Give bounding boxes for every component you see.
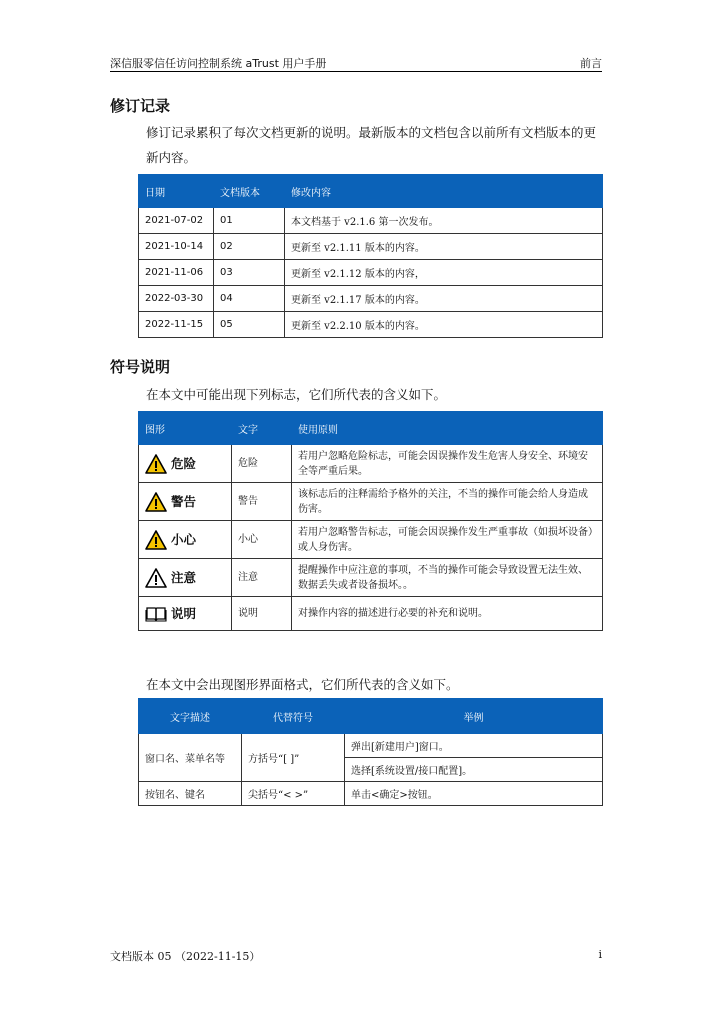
table-row (139, 260, 603, 286)
col-rule: 使用原则 (292, 412, 603, 445)
table-header-row (139, 175, 603, 208)
table-header-row (139, 412, 603, 445)
cell-changes: 本文档基于 v2.1.6 第一次发布。 (285, 208, 603, 234)
cell-rule: 提醒操作中应注意的事项，不当的操作可能会导致设置无法生效、数据丢失或者设备损坏。。 (292, 559, 603, 597)
page-number: i (598, 948, 602, 961)
table-row (139, 734, 603, 758)
notice-icon (145, 568, 167, 588)
cell-rule: 该标志后的注释需给予格外的关注，不当的操作可能会给人身造成伤害。 (292, 483, 603, 521)
caution-label: 小心 (145, 530, 225, 550)
notice-label: 注意 (145, 568, 225, 588)
cell-text: 警告 (232, 483, 292, 521)
cell-example: 弹出[新建用户]窗口。 (345, 734, 603, 758)
table-header-row (139, 699, 603, 734)
cell-date: 2021-11-06 (139, 260, 214, 286)
cell-symbol: 方括号“[ ]” (242, 734, 345, 782)
table-row (139, 782, 603, 806)
header-title: 深信服零信任访问控制系统 aTrust 用户手册 (110, 57, 327, 70)
revision-table (138, 174, 603, 338)
cell-description: 按钮名、键名 (139, 782, 242, 806)
table-row (139, 312, 603, 338)
cell-text: 注意 (232, 559, 292, 597)
cell-changes: 更新至 v2.1.11 版本的内容。 (285, 234, 603, 260)
cell-example: 选择[系统设置/接口配置]。 (345, 758, 603, 782)
gui-intro: 在本文中会出现图形界面格式，它们所代表的含义如下。 (146, 677, 459, 692)
table-row (139, 445, 603, 483)
cell-rule: 若用户忽略危险标志，可能会因误操作发生危害人身安全、环境安全等严重后果。 (292, 445, 603, 483)
symbols-table (138, 411, 603, 631)
note-label: 说明 (145, 604, 225, 624)
table-row (139, 483, 603, 521)
table-row (139, 559, 603, 597)
cell-rule: 若用户忽略警告标志，可能会因误操作发生严重事故（如损坏设备）或人身伤害。 (292, 521, 603, 559)
cell-example: 单击<确定>按钮。 (345, 782, 603, 806)
cell-date: 2021-07-02 (139, 208, 214, 234)
cell-description: 窗口名、菜单名等 (139, 734, 242, 782)
table-row (139, 597, 603, 631)
cell-text: 说明 (232, 597, 292, 631)
table-row (139, 234, 603, 260)
cell-changes: 更新至 v2.2.10 版本的内容。 (285, 312, 603, 338)
col-date: 日期 (139, 175, 214, 208)
col-version: 文档版本 (214, 175, 285, 208)
col-example: 举例 (345, 699, 603, 734)
cell-date: 2022-03-30 (139, 286, 214, 312)
caution-icon (145, 530, 167, 550)
cell-date: 2021-10-14 (139, 234, 214, 260)
page-header (110, 54, 602, 72)
warning-icon (145, 492, 167, 512)
cell-version: 03 (214, 260, 285, 286)
cell-date: 2022-11-15 (139, 312, 214, 338)
table-row (139, 286, 603, 312)
cell-changes: 更新至 v2.1.12 版本的内容， (285, 260, 603, 286)
table-row (139, 521, 603, 559)
col-symbol: 代替符号 (242, 699, 345, 734)
gui-format-table (138, 698, 603, 806)
col-text: 文字 (232, 412, 292, 445)
symbols-heading: 符号说明 (110, 358, 171, 376)
cell-version: 02 (214, 234, 285, 260)
col-graphic: 图形 (139, 412, 232, 445)
footer-version: 文档版本 05 （2022-11-15） (110, 950, 261, 963)
book-icon (145, 604, 167, 624)
warning-label: 警告 (145, 492, 225, 512)
col-description: 文字描述 (139, 699, 242, 734)
col-changes: 修改内容 (285, 175, 603, 208)
symbols-intro: 在本文中可能出现下列标志，它们所代表的含义如下。 (146, 387, 447, 402)
cell-version: 01 (214, 208, 285, 234)
revision-heading: 修订记录 (110, 97, 171, 115)
revision-intro: 修订记录累积了每次文档更新的说明。最新版本的文档包含以前所有文档版本的更新内容。 (146, 125, 597, 165)
header-section: 前言 (580, 57, 602, 70)
page-footer (110, 948, 602, 964)
cell-rule: 对操作内容的描述进行必要的补充和说明。 (292, 597, 603, 631)
cell-text: 危险 (232, 445, 292, 483)
cell-changes: 更新至 v2.1.17 版本的内容。 (285, 286, 603, 312)
table-row (139, 208, 603, 234)
cell-version: 04 (214, 286, 285, 312)
cell-symbol: 尖括号“< >” (242, 782, 345, 806)
cell-version: 05 (214, 312, 285, 338)
cell-text: 小心 (232, 521, 292, 559)
danger-icon (145, 454, 167, 474)
danger-label: 危险 (145, 454, 225, 474)
